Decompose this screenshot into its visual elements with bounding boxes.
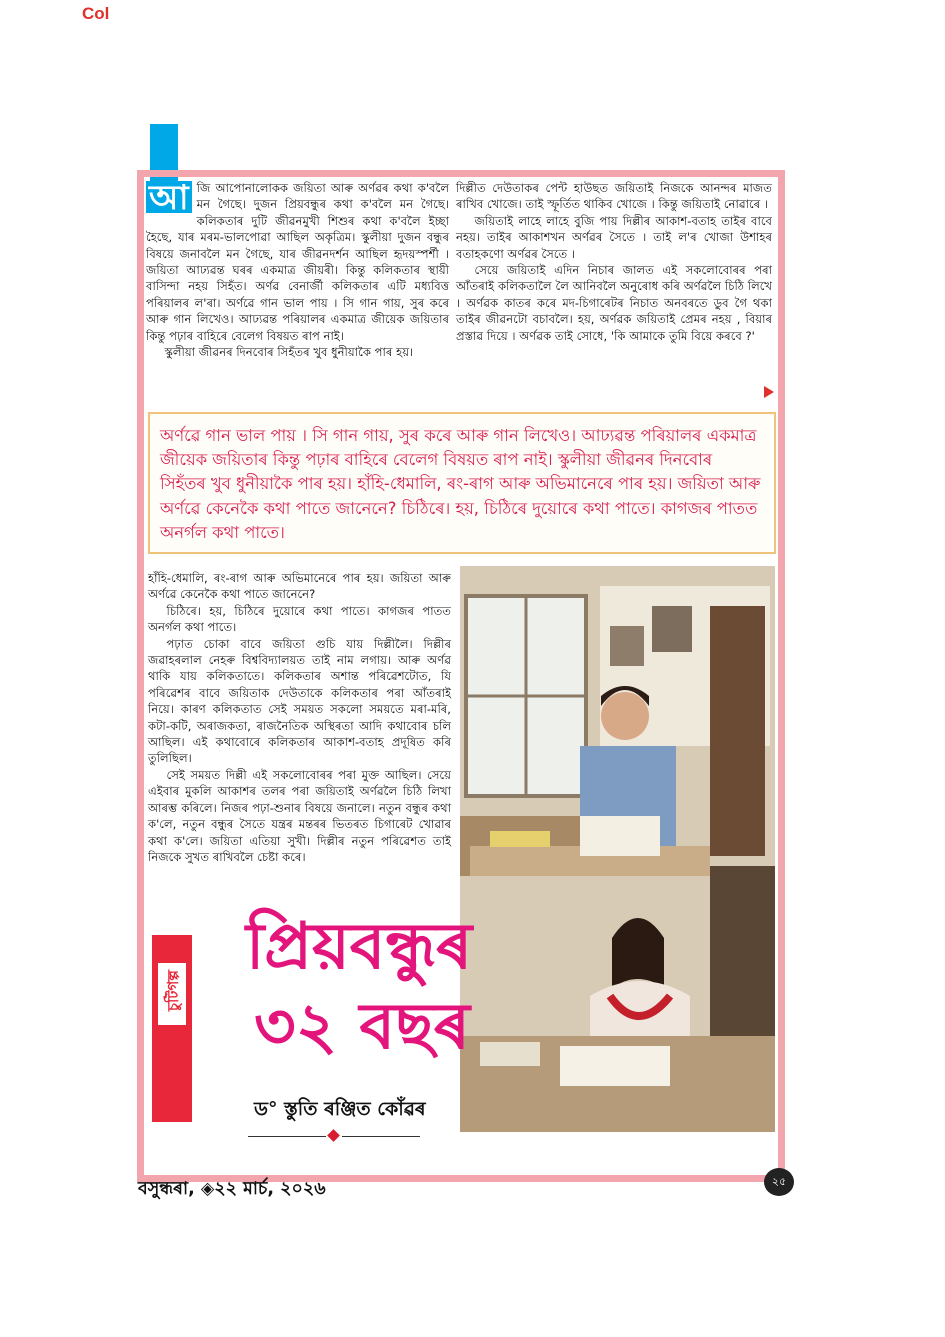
intro-right-paragraph-1: দিল্লীত দেউতাকৰ পেন্ট হাউছত জয়িতাই নিজকে আনন্দৰ মাজত ৰাখিব খোজে। তাই স্ফূৰ্তিত থাকিব খোজে । কিন্তু জয়িতাই নোৱাৰে । bbox=[456, 181, 772, 212]
body-column bbox=[148, 570, 451, 865]
ornament-line-right bbox=[342, 1136, 420, 1137]
body-paragraph-2: চিঠিৰে। হয়, চিঠিৰে দুয়োৰে কথা পাতে। কাগজৰ পাতত অনৰ্গল কথা পাতে। bbox=[148, 603, 451, 635]
intro-paragraph-1: আ জি আপোনালোকক জয়িতা আৰু অৰ্ণৱৰ কথা ক'বলৈ মন গৈছে। দুজন প্ৰিয়বন্ধুৰ কথা ক'বলৈ মন গৈছে। কলিকতাৰ দুটি জীৱনমুখী শিশুৰ কথা ক'বলৈ ইচ্ছা হৈছে, যাৰ মৰম-ভালপোৱা আছিল অকৃত্ৰিম। স্কুলীয়া দুজন বন্ধুৰ বিষয়ে জনাবলৈ মন গৈছে, যাৰ জীৱনদৰ্শন আছিল হৃদয়স্পৰ্শী । জয়িতা আঢ্যৱন্ত ঘৰৰ একমাত্ৰ জীয়ৰী। কিন্তু কলিকতাৰ স্থায়ী বাসিন্দা নহয় সিহঁত। অৰ্ণৱ বেনাৰ্জী কলিকতাৰ এটি মধ্যবিত্ত পৰিয়ালৰ ল'ৰা। অৰ্ণৱে গান ভাল পায় । সি গান গায়, সুৰ কৰে আৰু গান লিখেও। আঢ্যৱন্ত পৰিয়ালৰ একমাত্ৰ জীয়েক জয়িতাৰ কিন্তু পঢ়াৰ বাহিৰে বেলেগ বিষয়ত ৰাপ নাই। bbox=[146, 178, 449, 343]
page-number: ২৫ bbox=[764, 1168, 794, 1196]
intro-column-right bbox=[456, 180, 772, 344]
intro-paragraph-2: স্কুলীয়া জীৱনৰ দিনবোৰ সিহঁতৰ খুব ধুনীয়াকৈ পাৰ হয়। bbox=[164, 345, 414, 360]
intro-right-paragraph-2: জয়িতাই লাহে লাহে বুজি পায় দিল্লীৰ আকাশ-বতাহ তাইৰ বাবে নহয়। তাইৰ আকাশখন অৰ্ণৱৰ সৈতে । তাই ল'ৰ খোজা উশাহৰ বতাহকণো অৰ্ণৱৰ সৈতে । bbox=[456, 213, 772, 261]
continue-arrow-icon bbox=[764, 386, 774, 398]
body-paragraph-3: পঢ়াত চোকা বাবে জয়িতা গুচি যায় দিল্লীলৈ। দিল্লীৰ জৱাহৰলাল নেহৰু বিশ্ববিদ্যালয়ত তাই নাম লগায়। আৰু অৰ্ণৱ থাকি যায় কলিকতাতে। কলিকতাৰ অশান্ত পৰিৱেশটোত, যি পৰিৱেশৰ বাবে জয়িতাক দেউতাকে কলিকতাৰ পৰা আঁতৰাই নিয়ে। কাৰণ কলিকতাত সেই সময়ত সকলো সময়তে মৰা-মৰি, কটা-কটি, অৰাজকতা, ৰাজনৈতিক অস্থিৰতা আদি কথাবোৰ চলি আছিল। এই কথাবোৰে কলিকতাৰ আকাশ-বতাহ প্ৰদূষিত কৰি তুলিছিল। bbox=[148, 636, 451, 766]
illustration-scene bbox=[460, 566, 775, 1132]
intro-right-paragraph-3: সেয়ে জয়িতাই এদিন নিচাৰ জালত এই সকলোবোৰৰ পৰা আঁতৰাই কলিকতালৈ লৈ আনিবলৈ অনুৰোধ কৰি অৰ্ণৱলৈ চিঠি লিখে । অৰ্ণৱক কাতৰ কৰে মদ-চিগাৰেটৰ নিচাত অনবৰতে ডুব গৈ থকা তাইৰ জীৱনটো বচাবলৈ। হয়, অৰ্ণৱক জয়িতাই প্ৰেমৰ নহয় , বিয়াৰ প্ৰস্তাৱ দিয়ে । অৰ্ণৱক তাই সোধে, 'কি আমাকে তুমি বিয়ে কৰবে ?' bbox=[456, 263, 772, 343]
ornament-line-left bbox=[248, 1136, 326, 1137]
body-paragraph-4: সেই সময়ত দিল্লী এই সকলোবোৰৰ পৰা মুক্ত আছিল। সেয়ে এইবাৰ মুকলি আকাশৰ তলৰ পৰা জয়িতাই অৰ্ণৱলৈ চিঠি লিখা আৰম্ভ কৰিলে। নিজৰ পঢ়া-শুনাৰ বিষয়ে জনালে। নতুন বন্ধুৰ কথা ক'লে, নতুন বন্ধুৰ সৈতে যন্ত্ৰৰ মন্তৰৰ ভিতৰত চিগাৰেট খোৱাৰ কথা ক'লে। জয়িতা এতিয়া সুখী। দিল্লীৰ নতুন পৰিৱেশত তাই নিজকে সুখত ৰাখিবলৈ চেষ্টা কৰে। bbox=[148, 767, 451, 864]
footer-text: বসুন্ধৰা, ◈২২ মাৰ্চ, ২০২৬ bbox=[138, 1179, 326, 1199]
story-title-line-2: ৩২ বছৰ bbox=[254, 989, 470, 1064]
pull-quote-box bbox=[148, 412, 776, 554]
pull-quote: অৰ্ণৱে গান ভাল পায় । সি গান গায়, সুৰ কৰে আৰু গান লিখেও। আঢ্যৱন্ত পৰিয়ালৰ একমাত্ৰ জীয়েক জয়িতাৰ কিন্তু পঢ়াৰ বাহিৰে বেলেগ বিষয়ত ৰাপ নাই। স্কুলীয়া জীৱনৰ দিনবোৰ সিহঁতৰ খুব ধুনীয়াকৈ পাৰ হয়। হাঁহি-ধেমালি, ৰং-ৰাগ আৰু অভিমানেৰে পাৰ হয়। জয়িতা আৰু অৰ্ণৱে কেনেকৈ কথা পাতে জানেনে? চিঠিৰে। হয়, চিঠিৰে দুয়োৰে কথা পাতে। কাগজৰ পাতত অনৰ্গল কথা পাতে। bbox=[160, 426, 761, 542]
section-label: চুটিগল্প bbox=[164, 970, 182, 1012]
author-name: ড° স্তুতি ৰঞ্জিত কোঁৱৰ bbox=[254, 1098, 426, 1120]
intro-column-left bbox=[146, 180, 449, 360]
illustration-photo bbox=[460, 566, 775, 1132]
body-paragraph-1: হাঁহি-ধেমালি, ৰং-ৰাগ আৰু অভিমানেৰে পাৰ হয়। জয়িতা আৰু অৰ্ণৱে কেনেকৈ কথা পাতে জানেনে? bbox=[148, 571, 451, 602]
corner-tag: Col bbox=[82, 4, 110, 23]
story-title-line-1: প্ৰিয়বন্ধুৰ bbox=[246, 909, 473, 984]
dropcap: আ bbox=[146, 181, 192, 213]
section-strip bbox=[152, 935, 192, 1122]
